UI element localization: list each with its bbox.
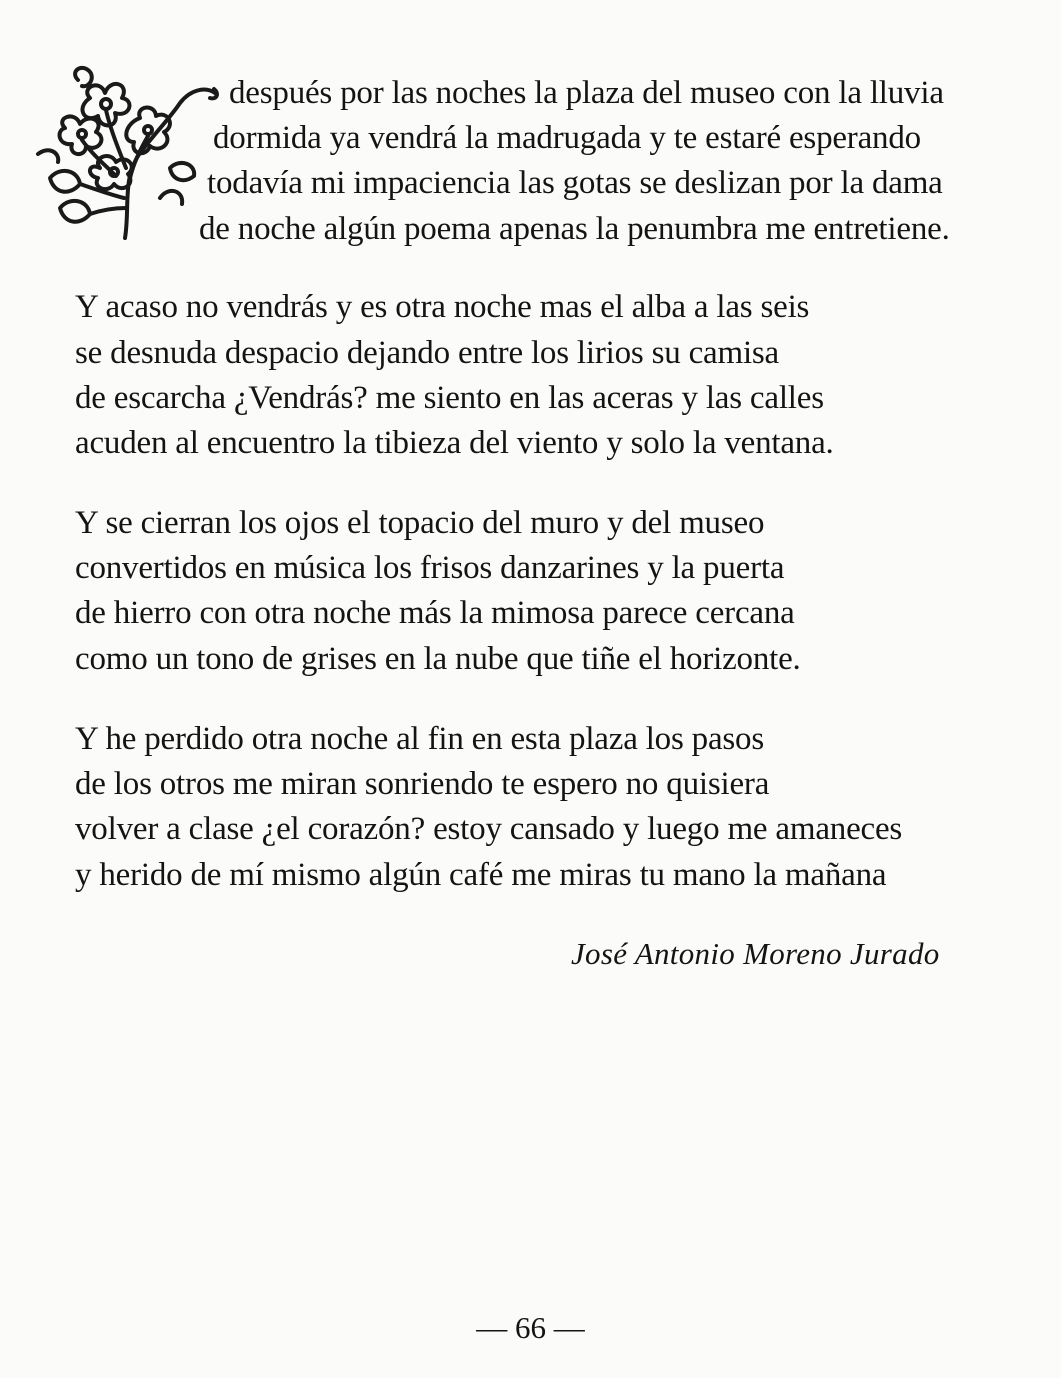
poem-line: de los otros me miran sonriendo te espero no quisiera: [75, 766, 770, 802]
poem-line: dormida ya vendrá la madrugada y te estaré esperando: [213, 120, 921, 156]
poem-line: acuden al encuentro la tibieza del viento y solo la ventana.: [75, 425, 834, 461]
poem-line: convertidos en música los frisos danzarines y la puerta: [75, 550, 785, 586]
poem-line: después por las noches la plaza del museo con la lluvia: [229, 75, 944, 111]
poem-line: de hierro con otra noche más la mimosa parece cercana: [75, 595, 795, 631]
poem-line: Y he perdido otra noche al fin en esta plaza los pasos: [75, 721, 764, 757]
poem-line: se desnuda despacio dejando entre los lirios su camisa: [75, 335, 780, 371]
poem-line: Y se cierran los ojos el topacio del muro y del museo: [75, 505, 765, 541]
page-number: — 66 —: [476, 1310, 585, 1345]
poem-line: de escarcha ¿Vendrás? me siento en las aceras y las calles: [75, 380, 824, 416]
poem-line: volver a clase ¿el corazón? estoy cansado y luego me amaneces: [75, 811, 903, 847]
poem-line: Y acaso no vendrás y es otra noche mas el alba a las seis: [75, 289, 810, 325]
poem-line: como un tono de grises en la nube que tiñe el horizonte.: [75, 641, 801, 677]
author-signature: José Antonio Moreno Jurado: [571, 936, 940, 971]
poem-line: todavía mi impaciencia las gotas se deslizan por la dama: [207, 165, 943, 201]
poem-line: y herido de mí mismo algún café me miras tu mano la mañana: [75, 857, 887, 893]
poem-line: de noche algún poema apenas la penumbra me entretiene.: [199, 211, 950, 247]
